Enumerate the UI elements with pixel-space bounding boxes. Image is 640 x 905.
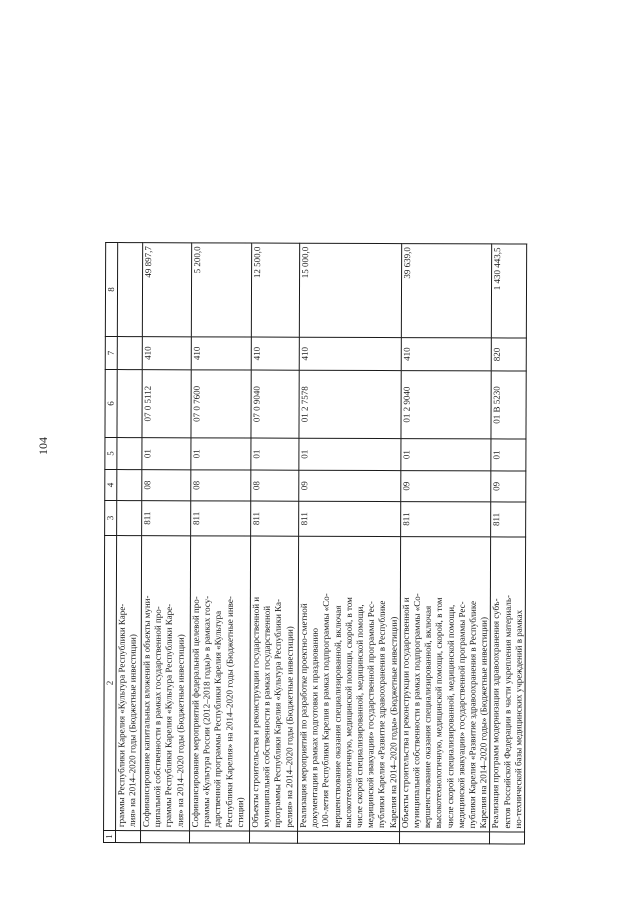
subsection-code-cell [117,438,142,470]
expense-type-cell: 410 [142,337,191,370]
table-row [490,19,528,844]
row-index-cell [490,832,525,844]
header-cell: 7 [105,337,117,370]
target-article-cell: 07 0 5112 [142,370,191,438]
budget-table [103,17,528,845]
row-spacer [143,18,193,243]
description-line: Софинансирование капитальных вложений в объекты муни- [141,595,152,828]
row-index-cell [399,832,490,844]
description-line: числе скорой специализированной, медицинской помощи, [354,604,365,828]
subsection-code-cell: 01 [251,438,299,470]
description-cell [141,536,191,831]
header-cell: 1 [104,831,116,843]
description-line: медицинской эвакуации» государственной программы Рес- [365,601,377,828]
row-index-cell [190,831,250,843]
section-code-cell: 09 [299,470,401,501]
admin-code-cell: 811 [491,502,526,537]
description-line: программы Республики Карелия «Культура Республики Ка- [272,598,284,828]
admin-code-cell [117,501,142,536]
admin-code-cell: 811 [142,501,191,536]
description-line: медицинской эвакуации» государственной программы Рес- [455,601,467,829]
table-row [116,18,144,843]
expense-type-cell [117,337,142,370]
header-cell: 6 [105,370,117,438]
description-line: Объекты строительства и реконструкции государственной и [250,596,261,828]
description-line: Карелия на 2014–2020 годы» (Бюджетные инвестиции) [387,616,399,829]
row-index-cell [250,831,298,843]
row-index-cell [141,831,190,843]
row-spacer [252,18,301,243]
header-cell: 5 [105,438,117,470]
description-line: высокотехнологичную, медицинской помощи, скорой, в том [342,597,354,828]
section-code-cell: 08 [191,470,251,501]
amount-cell: 1 430 443,5 [492,244,527,338]
description-line: документации в рамках подготовки к празднованию [309,627,320,828]
description-line: Объекты строительства и реконструкции государственной и [399,597,411,829]
admin-code-cell: 811 [400,502,491,537]
amount-cell: 49 897,7 [142,243,191,337]
header-cell: 4 [105,470,117,501]
target-article-cell: 07 0 7600 [191,370,251,438]
row-spacer [192,18,253,243]
description-line: ципальной собственности в рамках государственной про- [152,606,164,828]
description-line: лия» на 2014–2020 годы (Бюджетные инвестиции) [127,634,138,828]
subsection-code-cell: 01 [491,439,526,471]
row-spacer [492,19,528,244]
subsection-code-cell: 01 [142,438,191,470]
header-spacer [106,18,119,243]
amount-cell: 12 500,0 [251,243,299,337]
header-cell: 8 [105,243,117,337]
row-index-cell [116,831,141,843]
description-line: 100-летия Республики Карелия в рамках подпрограммы «Со- [320,593,332,828]
description-line: ектов Российской Федерации в части укрепления материаль- [501,595,513,829]
description-cell [490,537,526,832]
admin-code-cell: 811 [251,501,299,536]
table-row [250,18,301,843]
amount-cell: 15 000,0 [299,243,401,337]
description-line: Софинансирование мероприятий федеральной целевой про- [190,596,201,828]
description-line: вершенствование оказания специализированной, включая [331,605,343,828]
admin-code-cell: 811 [191,501,251,536]
expense-type-cell: 410 [299,337,401,370]
description-line: Республики Карелия» на 2014–2020 годы (Бюджетные инве- [223,596,235,828]
admin-code-cell: 811 [299,501,401,536]
description-line: высокотехнологичную, медицинской помощи, скорой, в том [433,597,445,829]
description-line: граммы «Культура России (2012–2018 годы)» в рамках госу- [201,595,213,828]
section-code-cell: 08 [251,470,299,501]
section-code-cell: 09 [401,471,492,502]
target-article-cell: 01 2 9040 [401,371,492,439]
description-line: публики Карелия «Развитие здравоохранения в Республике [376,600,388,829]
table-row [399,19,493,844]
description-line: числе скорой специализированной, медицинской помощи, [444,604,456,829]
section-code-cell: 09 [491,471,526,502]
description-line: лия» на 2014–2020 годы (Бюджетные инвестиции) [174,634,186,828]
target-article-cell: 07 0 9040 [251,370,299,438]
description-cell [190,536,251,831]
budget-table-sheet [103,18,538,845]
description-line: муниципальной собственности в рамках государственной [261,605,273,828]
row-spacer [402,19,493,244]
description-line: муниципальной собственности в рамках подпрограммы «Со- [411,593,422,829]
amount-cell [117,243,142,337]
target-article-cell: 01 В 5230 [491,371,526,439]
row-spacer [118,18,144,243]
subsection-code-cell: 01 [401,439,492,471]
description-line: граммы Республики Карелия «Культура Республики Каре- [116,603,127,828]
header-cell: 3 [105,501,117,536]
target-article-cell: 01 2 7578 [299,370,401,438]
description-line: релия» на 2014–2020 годы (Бюджетные инвестиции) [283,626,295,828]
description-line: Реализация мероприятий по разработке проектно-сметной [298,603,309,828]
section-code-cell: 08 [142,470,191,501]
description-line: публики Карелия «Развитие здравоохранения в Республике [467,600,478,829]
subsection-code-cell: 01 [299,438,401,470]
description-line: но-технической базы медицинских учреждений в рамках [512,609,524,829]
row-index-cell [297,831,399,843]
description-line: Реализация программ модернизации здравоохранения субъ- [490,598,502,829]
description-cell [116,536,142,831]
table-row [190,18,253,843]
description-line: дарственной программы Республики Карелия «Культура [212,610,224,828]
description-cell [250,536,299,831]
description-line: граммы Республики Карелия «Культура Республики Каре- [163,603,175,828]
table-row [141,18,193,843]
description-line: вершенствование оказания специализированной, включая [422,605,434,829]
amount-cell: 39 639,0 [401,244,492,338]
section-code-cell [117,470,142,501]
amount-cell: 5 200,0 [191,243,251,337]
description-line: Карелия на 2014–2020 годы» (Бюджетные инвестиции) [478,617,490,829]
subsection-code-cell: 01 [191,438,251,470]
table-row [297,18,402,843]
target-article-cell [117,370,142,438]
expense-type-cell: 820 [492,338,527,371]
header-cell: 2 [104,536,117,831]
expense-type-cell: 410 [251,337,299,370]
expense-type-cell: 410 [401,338,492,371]
description-cell [399,537,491,832]
page-number: 104 [36,437,50,455]
description-cell [298,536,401,831]
row-spacer [300,18,403,243]
expense-type-cell: 410 [191,337,251,370]
description-line: стиции) [234,797,245,828]
